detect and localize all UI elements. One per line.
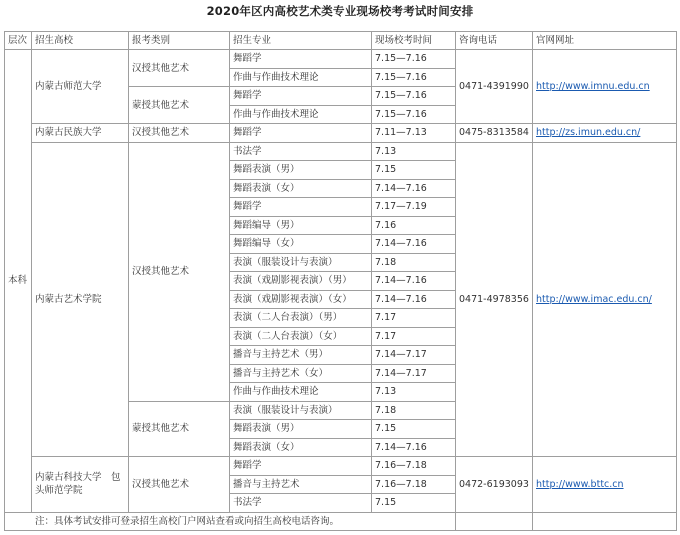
column-header: 招生高校 <box>32 32 129 50</box>
major-cell: 舞蹈编导（女） <box>230 235 372 254</box>
website-link[interactable]: http://zs.imun.edu.cn/ <box>536 127 641 139</box>
note-text: 注：具体考试安排可登录招生高校门户网站查看或向招生高校电话咨询。 <box>5 512 456 531</box>
major-cell: 作曲与作曲技术理论 <box>230 383 372 402</box>
exam-time-cell: 7.13 <box>372 142 456 161</box>
category-cell: 蒙授其他艺术 <box>129 401 230 457</box>
exam-time-cell: 7.14—7.16 <box>372 290 456 309</box>
website-link[interactable]: http://www.imac.edu.cn/ <box>536 293 652 305</box>
table-row <box>5 142 677 161</box>
major-cell: 舞蹈表演（女） <box>230 179 372 198</box>
website-cell <box>533 124 677 143</box>
website-cell <box>533 142 677 457</box>
category-cell: 蒙授其他艺术 <box>129 87 230 124</box>
major-cell: 播音与主持艺术（男） <box>230 346 372 365</box>
phone-cell: 0475-8313584 <box>456 124 533 143</box>
major-cell: 表演（戏剧影视表演）（女） <box>230 290 372 309</box>
major-cell: 舞蹈学 <box>230 198 372 217</box>
table-row <box>5 50 677 69</box>
website-link[interactable]: http://www.bttc.cn <box>536 478 624 490</box>
major-cell: 播音与主持艺术 <box>230 475 372 494</box>
major-cell: 舞蹈表演（男） <box>230 420 372 439</box>
exam-time-cell: 7.14—7.17 <box>372 364 456 383</box>
website-link[interactable]: http://www.imnu.edu.cn <box>536 81 650 92</box>
exam-time-cell: 7.15—7.16 <box>372 105 456 124</box>
major-cell: 作曲与作曲技术理论 <box>230 68 372 87</box>
exam-time-cell: 7.14—7.17 <box>372 346 456 365</box>
exam-time-cell: 7.18 <box>372 253 456 272</box>
school-name-cell: 内蒙古民族大学 <box>32 124 129 143</box>
major-cell: 播音与主持艺术（女） <box>230 364 372 383</box>
major-cell: 表演（二人台表演）（女） <box>230 327 372 346</box>
major-cell: 舞蹈编导（男） <box>230 216 372 235</box>
major-cell: 舞蹈学 <box>230 87 372 106</box>
website-cell <box>533 457 677 513</box>
major-cell: 舞蹈学 <box>230 50 372 69</box>
category-cell: 汉授其他艺术 <box>129 124 230 143</box>
column-header: 现场校考时间 <box>372 32 456 50</box>
major-cell: 舞蹈学 <box>230 124 372 143</box>
exam-time-cell: 7.15—7.16 <box>372 68 456 87</box>
exam-time-cell: 7.16—7.18 <box>372 457 456 476</box>
major-cell: 舞蹈表演（女） <box>230 438 372 457</box>
major-cell: 作曲与作曲技术理论 <box>230 105 372 124</box>
exam-time-cell: 7.14—7.16 <box>372 179 456 198</box>
category-cell: 汉授其他艺术 <box>129 457 230 513</box>
note-row <box>5 512 677 531</box>
major-cell: 舞蹈表演（男） <box>230 161 372 180</box>
exam-time-cell: 7.14—7.16 <box>372 438 456 457</box>
exam-time-cell: 7.16—7.18 <box>372 475 456 494</box>
column-header: 报考类别 <box>129 32 230 50</box>
page-title: 2020年区内高校艺术类专业现场校考考试时间安排 <box>206 4 474 18</box>
major-cell: 书法学 <box>230 142 372 161</box>
header-row <box>5 32 677 50</box>
exam-time-cell: 7.14—7.16 <box>372 235 456 254</box>
exam-time-cell: 7.13 <box>372 383 456 402</box>
school-name-cell: 内蒙古科技大学 包头师范学院 <box>32 457 129 513</box>
major-cell: 表演（服装设计与表演） <box>230 401 372 420</box>
major-cell: 书法学 <box>230 494 372 513</box>
exam-time-cell: 7.14—7.16 <box>372 272 456 291</box>
table-row <box>5 124 677 143</box>
column-header: 层次 <box>5 32 32 50</box>
schedule-table <box>4 31 677 531</box>
website-cell <box>533 50 677 124</box>
category-cell: 汉授其他艺术 <box>129 50 230 87</box>
exam-time-cell: 7.11—7.13 <box>372 124 456 143</box>
phone-cell: 0471-4391990 <box>456 50 533 124</box>
major-cell: 表演（服装设计与表演） <box>230 253 372 272</box>
exam-time-cell: 7.17—7.19 <box>372 198 456 217</box>
phone-cell: 0471-4978356 <box>456 142 533 457</box>
empty-cell <box>533 512 677 531</box>
exam-time-cell: 7.17 <box>372 309 456 328</box>
exam-time-cell: 7.15 <box>372 161 456 180</box>
major-cell: 表演（二人台表演）（男） <box>230 309 372 328</box>
column-header: 官网网址 <box>533 32 677 50</box>
exam-time-cell: 7.15 <box>372 494 456 513</box>
exam-time-cell: 7.15—7.16 <box>372 50 456 69</box>
column-header: 咨询电话 <box>456 32 533 50</box>
exam-time-cell: 7.15 <box>372 420 456 439</box>
phone-cell: 0472-6193093 <box>456 457 533 513</box>
major-cell: 表演（戏剧影视表演）（男） <box>230 272 372 291</box>
school-name-cell: 内蒙古艺术学院 <box>32 142 129 457</box>
empty-cell <box>456 512 533 531</box>
major-cell: 舞蹈学 <box>230 457 372 476</box>
exam-time-cell: 7.17 <box>372 327 456 346</box>
table-row <box>5 457 677 476</box>
exam-time-cell: 7.15—7.16 <box>372 87 456 106</box>
exam-time-cell: 7.16 <box>372 216 456 235</box>
column-header: 招生专业 <box>230 32 372 50</box>
school-name-cell: 内蒙古师范大学 <box>32 50 129 124</box>
exam-time-cell: 7.18 <box>372 401 456 420</box>
level-cell: 本科 <box>5 50 32 513</box>
category-cell: 汉授其他艺术 <box>129 142 230 401</box>
